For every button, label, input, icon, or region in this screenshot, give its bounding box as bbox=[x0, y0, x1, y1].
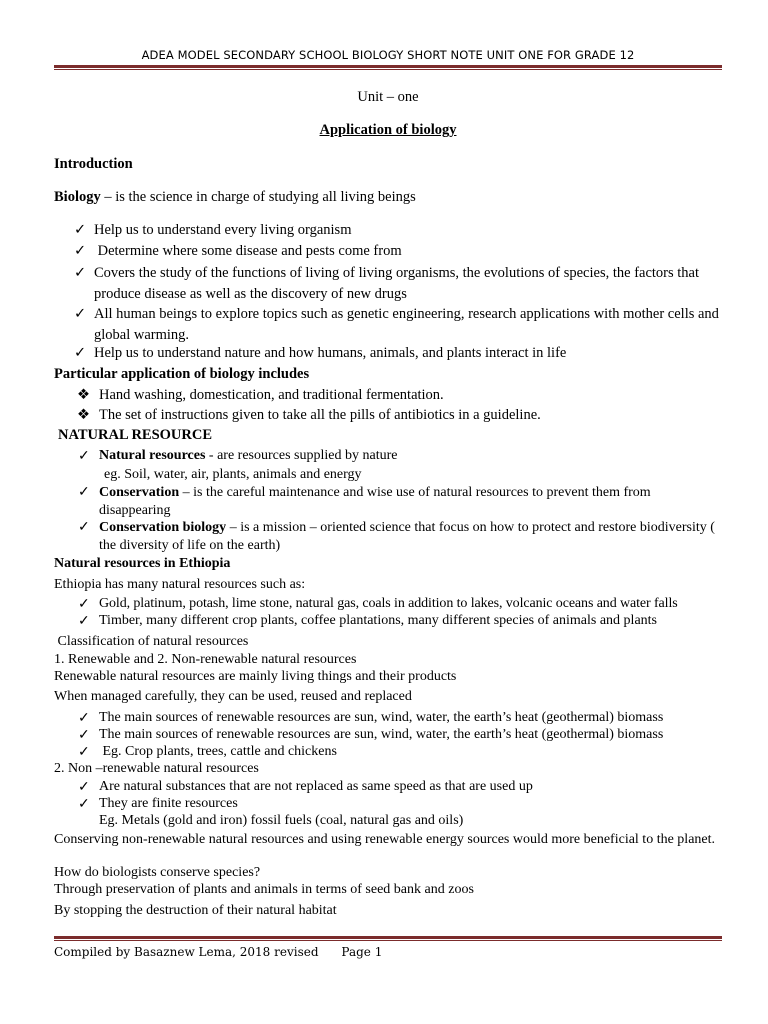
page-footer bbox=[54, 945, 382, 959]
biology-def-text: – is the science in charge of studying all living beings bbox=[100, 189, 416, 205]
answer-text: By stopping the destruction of their natural habitat bbox=[54, 903, 337, 918]
definition-text: – is a mission – oriented science that focus on how to protect and restore biodiversity ( the diversity of life on the earth) bbox=[99, 520, 715, 553]
answer-text: Through preservation of plants and animals in terms of seed bank and zoos bbox=[54, 882, 474, 897]
check-icon: ✓ bbox=[74, 222, 87, 238]
footer-page-number: Page 1 bbox=[341, 945, 383, 959]
list-item bbox=[74, 243, 724, 260]
list-item-text: The set of instructions given to take all the pills of antibiotics in a guideline. bbox=[99, 407, 541, 423]
check-icon: ✓ bbox=[74, 265, 87, 281]
nonrenewable-example: Eg. Metals (gold and iron) fossil fuels (coal, natural gas and oils) bbox=[99, 813, 464, 828]
particular-heading: Particular application of biology includes bbox=[54, 366, 310, 382]
definition-term: Natural resources bbox=[99, 448, 206, 463]
conserving-text: Conserving non-renewable natural resources and using renewable energy sources would more beneficial to the planet. bbox=[54, 832, 716, 847]
biology-definition bbox=[54, 189, 416, 206]
list-item bbox=[74, 304, 724, 346]
unit-title: Unit – one bbox=[357, 89, 419, 105]
list-item-text: The main sources of renewable resources are sun, wind, water, the earth’s heat (geothermal) biomass bbox=[99, 710, 664, 725]
list-item bbox=[74, 222, 724, 239]
list-item-text: Hand washing, domestication, and traditional fermentation. bbox=[99, 387, 444, 403]
answer-item bbox=[54, 882, 474, 898]
list-item bbox=[74, 345, 724, 362]
list-item-text: They are finite resources bbox=[99, 796, 238, 811]
list-item-text: Help us to understand nature and how humans, animals, and plants interact in life bbox=[94, 345, 567, 361]
footer-compiled: Compiled by Basaznew Lema, 2018 revised bbox=[54, 945, 319, 959]
check-icon: ✓ bbox=[74, 306, 87, 322]
list-item-text: Eg. Crop plants, trees, cattle and chickens bbox=[99, 744, 337, 759]
footer-rule bbox=[54, 936, 722, 941]
check-icon: ✓ bbox=[78, 485, 90, 500]
list-item-text: Timber, many different crop plants, coffee plantations, many different species of animals and plants bbox=[99, 613, 657, 628]
check-icon: ✓ bbox=[78, 449, 90, 464]
biology-term: Biology bbox=[54, 189, 101, 205]
list-item-text: All human beings to explore topics such as genetic engineering, research applications with mother cells and global warming. bbox=[94, 306, 719, 343]
check-icon: ✓ bbox=[78, 597, 90, 612]
definition-term: Conservation bbox=[99, 485, 180, 500]
check-icon: ✓ bbox=[78, 614, 90, 629]
renewable-description: Renewable natural resources are mainly living things and their products bbox=[54, 669, 457, 684]
list-item bbox=[74, 263, 724, 305]
check-icon: ✓ bbox=[74, 243, 87, 259]
check-icon: ✓ bbox=[78, 711, 90, 726]
definition-text: - are resources supplied by nature bbox=[205, 448, 398, 463]
nonrenewable-heading: 2. Non –renewable natural resources bbox=[54, 761, 259, 776]
list-item bbox=[78, 796, 722, 812]
list-item bbox=[77, 387, 717, 404]
list-item bbox=[78, 744, 722, 760]
check-icon: ✓ bbox=[74, 345, 87, 361]
intro-heading: Introduction bbox=[54, 156, 133, 172]
list-item bbox=[78, 710, 722, 726]
definition-text: – is the careful maintenance and wise use of natural resources to prevent them from disappearing bbox=[99, 485, 651, 518]
page-header: ADEA MODEL SECONDARY SCHOOL BIOLOGY SHORT NOTE UNIT ONE FOR GRADE 12 bbox=[141, 48, 635, 62]
list-item bbox=[78, 727, 722, 743]
diamond-bullet-icon: ❖ bbox=[77, 387, 90, 403]
conservation-question: How do biologists conserve species? bbox=[54, 865, 261, 880]
ethiopia-heading: Natural resources in Ethiopia bbox=[54, 556, 231, 571]
definition-item bbox=[78, 519, 718, 555]
list-item bbox=[78, 596, 722, 612]
list-item-text: Covers the study of the functions of living of living organisms, the evolutions of species, the factors that produce disease as well as the discovery of new drugs bbox=[94, 265, 700, 302]
check-icon: ✓ bbox=[78, 728, 90, 743]
classification-types: 1. Renewable and 2. Non-renewable natural resources bbox=[54, 652, 357, 667]
definition-item bbox=[78, 448, 718, 464]
definition-term: Conservation biology bbox=[99, 520, 227, 535]
renewable-management: When managed carefully, they can be used, reused and replaced bbox=[54, 689, 412, 704]
check-icon: ✓ bbox=[78, 745, 90, 760]
list-item-text: Are natural substances that are not replaced as same speed as that are used up bbox=[99, 779, 533, 794]
check-icon: ✓ bbox=[78, 780, 90, 795]
list-item-text: Help us to understand every living organism bbox=[94, 222, 352, 238]
main-title: Application of biology bbox=[319, 122, 457, 138]
list-item bbox=[77, 407, 717, 424]
ethiopia-intro: Ethiopia has many natural resources such as: bbox=[54, 577, 306, 592]
list-item bbox=[78, 613, 722, 629]
header-rule bbox=[54, 65, 722, 70]
diamond-bullet-icon: ❖ bbox=[77, 407, 90, 423]
answer-item bbox=[54, 903, 337, 919]
list-item-text: Determine where some disease and pests come from bbox=[94, 243, 402, 259]
natural-resource-heading: NATURAL RESOURCE bbox=[58, 427, 213, 443]
check-icon: ✓ bbox=[78, 520, 90, 535]
list-item-text: Gold, platinum, potash, lime stone, natural gas, coals in addition to lakes, volcanic oceans and water falls bbox=[99, 596, 678, 611]
list-item-text: The main sources of renewable resources are sun, wind, water, the earth’s heat (geothermal) biomass bbox=[99, 727, 664, 742]
natural-resources-example: eg. Soil, water, air, plants, animals and energy bbox=[104, 467, 362, 482]
classification-heading: Classification of natural resources bbox=[54, 634, 249, 649]
definition-item bbox=[78, 484, 718, 520]
list-item bbox=[78, 779, 722, 795]
check-icon: ✓ bbox=[78, 797, 90, 812]
